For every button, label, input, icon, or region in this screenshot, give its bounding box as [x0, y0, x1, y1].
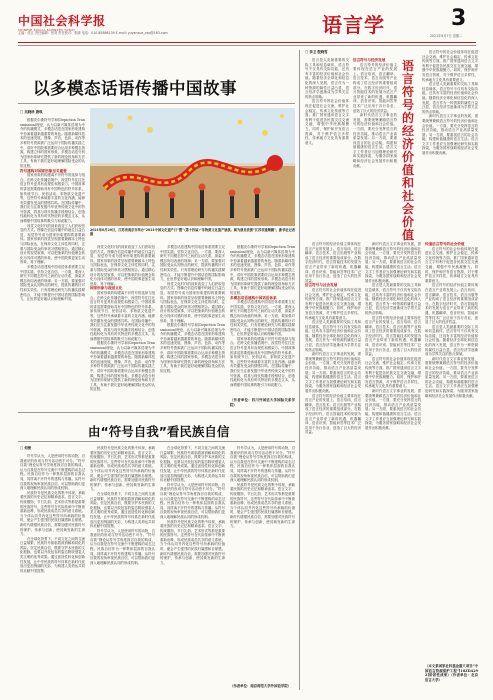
article2-para: 符号学认为，人是使用符号的动物，自我意识的形成与符号活动密不可分。“符号自我”理论从符号学角度探讨自我的构成，认为自我是在符号交流中不断建构的动态过程。民族自信作为一种集体层面的自我认同，同样离不开符号的建构与传播。从符号自我的视角审视民族自信，可以帮助我们更深入地理解民族认同的形成机制。 [90, 528, 155, 565]
article2-para: 民族符号是民族文化的集中体现，承载着民族的历史记忆和精神追求。语言文字、传统服饰、节日礼俗、艺术形式等都是重要的民族符号。这些符号在代际传承中不断被重新诠释，形成民族成员共享的意义系统。当个体认同并内化这些符号所承载的价值时，便会产生强烈的民族归属感和自豪感。新时代增强民族自信，需要加强对民族符号的保护、传承与创新，使其焕发新的生命力。 [90, 446, 155, 492]
article3-para: 语言符号的社会价值体现在促进社会交流、维护社会稳定、传承文化传统等方面。推广国家通用语言文字有利于促进各民族交往交流交融，增强中华民族凝聚力。同时，保护和开发语言资源，对于维护语言多样性、传承地方文化具有重要意义。 [305, 287, 361, 320]
article3-para: 语言符号的社会价值体现在促进社会交流、维护社会稳定、传承文化传统等方面。推广国家通用语言文字有利于促进各民族交往交流交融，增强中华民族凝聚力。同时，保护和开发语言资源，对于维护语言多样性、传承地方文化具有重要意义。 [422, 50, 478, 82]
page-number: 3 [451, 6, 467, 31]
article2-col1 [20, 454, 85, 692]
article1-para: 国家形象的构建离不开符号的选择与组合。在跨文化传播语境中，视觉符号往往比语言符号更具有直观性和感染力。中国故事的讲述需要借助具有中国特色的符号体系，如传统节日、民俗活动、非物质文化遗产等，这些符号承载着丰富的文化内涵，能够有效激发受众的情感共鸣。在国际传播中，我们应当注重发掘中华优秀传统文化中的符号资源，将其与现代传播手段相结合，创造性地转化为具有时代特征的多模态文本，从而增强中国故事的吸引力和说服力。 [230, 336, 295, 387]
masthead-info: 主编：张江 责任编辑：张青 责任校对：张晓 电话：010-85886139 E-mail: yuyanxue_zxp@163.com [18, 31, 168, 35]
article3-col3 [422, 50, 478, 238]
article3-para: 语言符号的经济价值主要体现在语言产业的发展上。语言培训、语言翻译、语言技术、语言出版等产业构成了语言经济的重要组成部分。在数字经济时代，语言智能技术的发展为语言产业带来了新的机遇，机器翻译、语音识别、智能问答等技术广泛应用于各行各业，创造了巨大的经济效益。 [353, 62, 397, 113]
article1-para: 根据皮尔斯符号学和(Depiction Transmission)理论，认为以新兴媒体语境为中介的传播模式，多模态话语在国家形象建构中扮演着越来越重要的角色。随着新媒体技术的迅速发展，图像、声音、色彩、动作等多种符号资源被广泛运用于国际传播实践之中，讲好中国故事需要综合运用多种模态资源，构建立体的国家形象。多模态话语分析为国家形象研究提供了新的理论视角和方法工具，有助于我们更好地理解国际受众的认知过程。 [160, 323, 225, 374]
headline-second: 由“符号自我”看民族自信 [88, 424, 230, 439]
paper-en-name: CHINESE SOCIAL SCIENCES TODAY [18, 28, 76, 32]
article3-para: 语言符号的经济价值主要体现在语言产业的发展上。语言培训、语言翻译、语言技术、语言出版等产业构成了语言经济的重要组成部分。在数字经济时代，语言智能技术的发展为语言产业带来了新的机遇，机器翻译、语音识别、智能问答等技术广泛应用于各行各业，创造了巨大的经济效益。 [305, 393, 361, 435]
article2-para: 符号学认为，人是使用符号的动物，自我意识的形成与符号活动密不可分。“符号自我”理论从符号学角度探讨自我的构成，认为自我是在符号交流中不断建构的动态过程。民族自信作为一种集体层面的自我认同，同样离不开符号的建构与传播。从符号自我的视角审视民族自信，可以帮助我们更深入地理解民族认同的形成机制。 [230, 446, 295, 483]
article1-para: 多模态话语建构中国话语体系需要立足中国实践，坚持文化自信。一方面，要深入研究不同模态符号之间的互动关系，探索多模态协同表意的规律；另一方面，要加强对国际受众认知特点的研究，提高传播的针对性和实效性。只有将理论研究与传播实践紧密结合，才能不断提升中国话语的国际影响力，让世界更好地认识和理解中国。 [160, 245, 225, 282]
article3-para: 新时代语言文字事业的发展，需要统筹兼顾语言符号的经济价值和社会价值。一方面，要充分发挥语言的经济功能，推动语言产业高质量发展；另一方面，要重视语言的社会功能，构建和谐健康的语言生活。语言文字工作者应当加强理论研究和实践探索，为服务国家战略和经济社会发展作出积极贡献。 [422, 114, 478, 156]
article3-para: 新时代语言文字事业的发展，需要统筹兼顾语言符号的经济价值和社会价值。一方面，要充分发挥语言的经济功能，推动语言产业高质量发展；另一方面，要重视语言的社会功能，构建和谐健康的语言生活。语言文字工作者应当加强理论研究和实践探索，为服务国家战略和经济社会发展作出积极贡献。 [353, 113, 397, 168]
headline2-rule [18, 441, 295, 442]
article3-para: 语言符号的社会价值体现在促进社会交流、维护社会稳定、传承文化传统等方面。推广国家通用语言文字有利于促进各民族交往交流交融，增强中华民族凝聚力。同时，保护和开发语言资源，对于维护语言多样性、传承地方文化具有重要意义。 [365, 356, 421, 389]
article2-col2 [90, 446, 155, 692]
article2-para: 符号学认为，人是使用符号的动物，自我意识的形成与符号活动密不可分。“符号自我”理论从符号学角度探讨自我的构成，认为自我是在符号交流中不断建构的动态过程。民族自信作为一种集体层面的自我认同，同样离不开符号的建构与传播。从符号自我的视角审视民族自信，可以帮助我们更深入地理解民族认同的形成机制。 [20, 454, 85, 491]
festival-scene-image [90, 108, 295, 226]
article1-author-note: （作者单位：四川外国语大学国际关系学院） [230, 398, 295, 407]
article3-byline: □ 李卫 殷晓雪 [305, 50, 328, 54]
article3-para: 语言是人类最重要的交际工具和信息载体，语言符号不仅具有交际功能，还具有丰富的经济价值和社会价值。随着经济全球化和信息化的深入发展，语言作为一种资源的属性日益凸显，语言经济学逐渐成为学界关注的热点领域。 [305, 320, 361, 352]
article3-para: 语言符号的经济价值主要体现在语言产业的发展上。语言培训、语言翻译、语言技术、语言出版等产业构成了语言经济的重要组成部分。在数字经济时代，语言智能技术的发展为语言产业带来了新的机遇，机器翻译、语音识别、智能问答等技术广泛应用于各行各业，创造了巨大的经济效益。 [425, 283, 478, 325]
article1-photo [90, 108, 295, 226]
article1-byline: □ 吴晓珍 唐琪 [20, 110, 43, 114]
article1-col1 [20, 118, 85, 398]
article3-para: 新时代语言文字事业的发展，需要统筹兼顾语言符号的经济价值和社会价值。一方面，要充分发挥语言的经济功能，推动语言产业高质量发展；另一方面，要重视语言的社会功能，构建和谐健康的语言生活。语言文字工作者应当加强理论研究和实践探索，为服务国家战略和经济社会发展作出积极贡献。 [365, 389, 421, 430]
article2-author-note: （作者单位：南京师范大学外国语学院） [230, 684, 292, 688]
section-title: 语言学 [322, 13, 385, 37]
article3-para: 语言是人类最重要的交际工具和信息载体，语言符号不仅具有交际功能，还具有丰富的经济价值和社会价值。随着经济全球化和信息化的深入发展，语言作为一种资源的属性日益凸显，语言经济学逐渐成为学界关注的热点领域。 [425, 324, 478, 357]
article1-para: 国家形象的构建离不开符号的选择与组合。在跨文化传播语境中，视觉符号往往比语言符号更具有直观性和感染力。中国故事的讲述需要借助具有中国特色的符号体系，如传统节日、民俗活动、非物质文化遗产等，这些符号承载着丰富的文化内涵，能够有效激发受众的情感共鸣。在国际传播中，我们应当注重发掘中华优秀传统文化中的符号资源，将其与现代传播手段相结合，创造性地转化为具有时代特征的多模态文本，从而增强中国故事的吸引力和说服力。 [20, 173, 85, 224]
article3-para: 新时代语言文字事业的发展，需要统筹兼顾语言符号的经济价值和社会价值。一方面，要充分发挥语言的经济功能，推动语言产业高质量发展；另一方面，要重视语言的社会功能，构建和谐健康的语言生活。语言文字工作者应当加强理论研究和实践探索，为服务国家战略和经济社会发展作出积极贡献。 [365, 242, 421, 283]
issue-date: 2021年9月7日 星期二 [430, 34, 463, 38]
article3-col2 [353, 58, 397, 238]
article2-para: 民族符号是民族文化的集中体现，承载着民族的历史记忆和精神追求。语言文字、传统服饰、节日礼俗、艺术形式等都是重要的民族符号。这些符号在代际传承中不断被重新诠释，形成民族成员共享的意义系统。当个体认同并内化这些符号所承载的价值时，便会产生强烈的民族归属感和自豪感。新时代增强民族自信，需要加强对民族符号的保护、传承与创新，使其焕发新的生命力。 [160, 519, 225, 565]
article3-vertical-title: 语言符号的经济价值和社会价值 [402, 59, 415, 242]
article1-para: 根据皮尔斯符号学和(Depiction Transmission)理论，认为以新兴媒体语境为中介的传播模式，多模态话语在国家形象建构中扮演着越来越重要的角色。随着新媒体技术的迅速发展，图像、声音、色彩、动作等多种符号资源被广泛运用于国际传播实践之中，讲好中国故事需要综合运用多种模态资源，构建立体的国家形象。多模态话语分析为国家形象研究提供了新的理论视角和方法工具，有助于我们更好地理解国际受众的认知过程。 [230, 245, 295, 295]
article1-subhead-3: 多模态话语建构中国话语体系 [230, 295, 277, 300]
article3-col5 [365, 242, 421, 692]
article2-para: 符号学认为，人是使用符号的动物，自我意识的形成与符号活动密不可分。“符号自我”理论从符号学角度探讨自我的构成，认为自我是在符号交流中不断建构的动态过程。民族自信作为一种集体层面的自我认同，同样离不开符号的建构与传播。从符号自我的视角审视民族自信，可以帮助我们更深入地理解民族认同的形成机制。 [160, 482, 225, 519]
photo-caption: 2021年6月20日，江苏省南京市举办“2021中国文化遗产日”暨“（第十四届）”非物质文化遗产展演。图为演员表演“江苏非遗舞狮”。新华社记者 摄 [90, 228, 295, 237]
article1-col3 [160, 245, 225, 398]
masthead-rule [18, 42, 476, 43]
masthead [0, 0, 493, 42]
article1-subhead-1: 符号建构对国家形象至关重要 [20, 168, 67, 173]
headline-main: 以多模态话语传播中国故事 [33, 79, 237, 98]
article2-byline: □ 何俊 [20, 446, 32, 450]
article2-para: 在全球化背景下，不同文化之间的交流日益频繁，民族符号面临着被消解和同化的风险。坚定民族自信，既要守护本民族的文化根脉，也要以开放包容的姿态吸收借鉴人类文明的优秀成果。通过创造性转化和创新性发展，让中华民族的符号体系在新时代绽放出更加绚丽的光彩，为构建人类命运共同体贡献中国智慧。 [90, 491, 155, 529]
article3-author-note: （本文系国家社科基金重大项目“中国语言资源保护工程”[18ZDA292]阶段性成果）（作者单位：北京语言大学） [425, 664, 478, 682]
column-divider [299, 50, 300, 690]
article3-subhead-1: 语言符号与经济发展 [353, 58, 386, 62]
article2-para: 在全球化背景下，不同文化之间的交流日益频繁，民族符号面临着被消解和同化的风险。坚定民族自信，既要守护本民族的文化根脉，也要以开放包容的姿态吸收借鉴人类文明的优秀成果。通过创造性转化和创新性发展，让中华民族的符号体系在新时代绽放出更加绚丽的光彩，为构建人类命运共同体贡献中国智慧。 [160, 446, 225, 483]
article2-para: 民族符号是民族文化的集中体现，承载着民族的历史记忆和精神追求。语言文字、传统服饰、节日礼俗、艺术形式等都是重要的民族符号。这些符号在代际传承中不断被重新诠释，形成民族成员共享的意义系统。当个体认同并内化这些符号所承载的价值时，便会产生强烈的民族归属感和自豪感。新时代增强民族自信，需要加强对民族符号的保护、传承与创新，使其焕发新的生命力。 [230, 482, 295, 529]
article1-para: 多模态话语建构中国话语体系需要立足中国实践，坚持文化自信。一方面，要深入研究不同模态符号之间的互动关系，探索多模态协同表意的规律；另一方面，要加强对国际受众认知特点的研究，提高传播的针对性和实效性。只有将理论研究与传播实践紧密结合，才能不断提升中国话语的国际影响力，让世界更好地认识和理解中国。 [20, 265, 85, 302]
article3-para: 语言是人类最重要的交际工具和信息载体，语言符号不仅具有交际功能，还具有丰富的经济价值和社会价值。随着经济全球化和信息化的深入发展，语言作为一种资源的属性日益凸显，语言经济学逐渐成为学界关注的热点领域。 [365, 283, 421, 315]
article1-subhead-2: 国家形象与视觉文化 [90, 286, 123, 291]
article2-para: 民族符号是民族文化的集中体现，承载着民族的历史记忆和精神追求。语言文字、传统服饰、节日礼俗、艺术形式等都是重要的民族符号。这些符号在代际传承中不断被重新诠释，形成民族成员共享的意义系统。当个体认同并内化这些符号所承载的价值时，便会产生强烈的民族归属感和自豪感。新时代增强民族自信，需要加强对民族符号的保护、传承与创新，使其焕发新的生命力。 [20, 490, 85, 537]
article3-para: 语言符号的社会价值体现在促进社会交流、维护社会稳定、传承文化传统等方面。推广国家通用语言文字有利于促进各民族交往交流交融，增强中华民族凝聚力。同时，保护和开发语言资源，对于维护语言多样性、传承地方文化具有重要意义。 [305, 99, 349, 145]
article1-para: 根据皮尔斯符号学和(Depiction Transmission)理论，认为以新兴媒体语境为中介的传播模式，多模态话语在国家形象建构中扮演着越来越重要的角色。随着新媒体技术的迅速发展，图像、声音、色彩、动作等多种符号资源被广泛运用于国际传播实践之中，讲好中国故事需要综合运用多种模态资源，构建立体的国家形象。多模态话语分析为国家形象研究提供了新的理论视角和方法工具，有助于我们更好地理解国际受众的认知过程。 [90, 341, 155, 392]
article3-col6 [425, 242, 478, 662]
headline-rule [18, 103, 295, 104]
article2-col3 [160, 446, 225, 692]
article3-para: 语言是人类最重要的交际工具和信息载体，语言符号不仅具有交际功能，还具有丰富的经济价值和社会价值。随着经济全球化和信息化的深入发展，语言作为一种资源的属性日益凸显，语言经济学逐渐成为学界关注的热点领域。 [305, 58, 349, 99]
article3-para: 新时代语言文字事业的发展，需要统筹兼顾语言符号的经济价值和社会价值。一方面，要充分发挥语言的经济功能，推动语言产业高质量发展；另一方面，要重视语言的社会功能，构建和谐健康的语言生活。语言文字工作者应当加强理论研究和实践探索，为服务国家战略和经济社会发展作出积极贡献。 [425, 356, 478, 398]
article3-para: 语言符号的经济价值主要体现在语言产业的发展上。语言培训、语言翻译、语言技术、语言出版等产业构成了语言经济的重要组成部分。在数字经济时代，语言智能技术的发展为语言产业带来了新的机遇，机器翻译、语音识别、智能问答等技术广泛应用于各行各业，创造了巨大的经济效益。 [365, 315, 421, 357]
article1-col4 [230, 245, 295, 398]
article3-para: 语言符号的社会价值体现在促进社会交流、维护社会稳定、传承文化传统等方面。推广国家通用语言文字有利于促进各民族交往交流交融，增强中华民族凝聚力。同时，保护和开发语言资源，对于维护语言多样性、传承地方文化具有重要意义。 [425, 246, 478, 283]
article3-para: 语言符号的经济价值主要体现在语言产业的发展上。语言培训、语言翻译、语言技术、语言出版等产业构成了语言经济的重要组成部分。在数字经济时代，语言智能技术的发展为语言产业带来了新的机遇，机器翻译、语音识别、智能问答等技术广泛应用于各行各业，创造了巨大的经济效益。 [305, 242, 361, 283]
section-divider [18, 412, 295, 413]
article1-para: 国家形象的构建离不开符号的选择与组合。在跨文化传播语境中，视觉符号往往比语言符号更具有直观性和感染力。中国故事的讲述需要借助具有中国特色的符号体系，如传统节日、民俗活动、非物质文化遗产等，这些符号承载着丰富的文化内涵，能够有效激发受众的情感共鸣。在国际传播中，我们应当注重发掘中华优秀传统文化中的符号资源，将其与现代传播手段相结合，创造性地转化为具有时代特征的多模态文本，从而增强中国故事的吸引力和说服力。 [90, 290, 155, 341]
article3-col1 [305, 58, 349, 238]
article1-para: 多模态话语建构中国话语体系需要立足中国实践，坚持文化自信。一方面，要深入研究不同模态符号之间的互动关系，探索多模态协同表意的规律；另一方面，要加强对国际受众认知特点的研究，提高传播的针对性和实效性。只有将理论研究与传播实践紧密结合，才能不断提升中国话语的国际影响力，让世界更好地认识和理解中国。 [230, 300, 295, 337]
article1-para: 视觉文化时代的到来改变了人们获取信息的方式。图像在信息传播中的地位日益凸显，视觉符号成为国家形象建构的重要载体。国家形象的视觉呈现需要兼顾本土特色与国际表达，在保持文化主体性的同时，注重与国际受众的审美习惯相契合。通过精心设计的视觉叙事，可以把抽象的价值理念转化为具体可感的形象，使中国故事更加生动形象、易于理解。 [20, 223, 85, 265]
article3-subhead-3: 传递语言符号的社会价值 [425, 242, 465, 246]
article1-col2 [90, 245, 155, 398]
paper-logo [18, 10, 138, 32]
article1-para: 根据皮尔斯符号学和(Depiction Transmission)理论，认为以新兴媒体语境为中介的传播模式，多模态话语在国家形象建构中扮演着越来越重要的角色。随着新媒体技术的迅速发展，图像、声音、色彩、动作等多种符号资源被广泛运用于国际传播实践之中，讲好中国故事需要综合运用多种模态资源，构建立体的国家形象。多模态话语分析为国家形象研究提供了新的理论视角和方法工具，有助于我们更好地理解国际受众的认知过程。 [20, 118, 85, 168]
article1-para: 视觉文化时代的到来改变了人们获取信息的方式。图像在信息传播中的地位日益凸显，视觉符号成为国家形象建构的重要载体。国家形象的视觉呈现需要兼顾本土特色与国际表达，在保持文化主体性的同时，注重与国际受众的审美习惯相契合。通过精心设计的视觉叙事，可以把抽象的价值理念转化为具体可感的形象，使中国故事更加生动形象、易于理解。 [160, 281, 225, 323]
article3-subhead-2: 语言符号与社会发展 [305, 283, 338, 288]
article1-para: 视觉文化时代的到来改变了人们获取信息的方式。图像在信息传播中的地位日益凸显，视觉符号成为国家形象建构的重要载体。国家形象的视觉呈现需要兼顾本土特色与国际表达，在保持文化主体性的同时，注重与国际受众的审美习惯相契合。通过精心设计的视觉叙事，可以把抽象的价值理念转化为具体可感的形象，使中国故事更加生动形象、易于理解。 [90, 245, 155, 286]
article3-col4 [305, 242, 361, 692]
article3-para: 新时代语言文字事业的发展，需要统筹兼顾语言符号的经济价值和社会价值。一方面，要充分发挥语言的经济功能，推动语言产业高质量发展；另一方面，要重视语言的社会功能，构建和谐健康的语言生活。语言文字工作者应当加强理论研究和实践探索，为服务国家战略和经济社会发展作出积极贡献。 [305, 352, 361, 393]
article3-para: 语言是人类最重要的交际工具和信息载体，语言符号不仅具有交际功能，还具有丰富的经济价值和社会价值。随着经济全球化和信息化的深入发展，语言作为一种资源的属性日益凸显，语言经济学逐渐成为学界关注的热点领域。 [422, 82, 478, 114]
paper-name: 中国社会科学报 [18, 14, 106, 28]
article2-col4 [230, 446, 295, 682]
article2-para: 在全球化背景下，不同文化之间的交流日益频繁，民族符号面临着被消解和同化的风险。坚定民族自信，既要守护本民族的文化根脉，也要以开放包容的姿态吸收借鉴人类文明的优秀成果。通过创造性转化和创新性发展，让中华民族的符号体系在新时代绽放出更加绚丽的光彩，为构建人类命运共同体贡献中国智慧。 [20, 536, 85, 573]
